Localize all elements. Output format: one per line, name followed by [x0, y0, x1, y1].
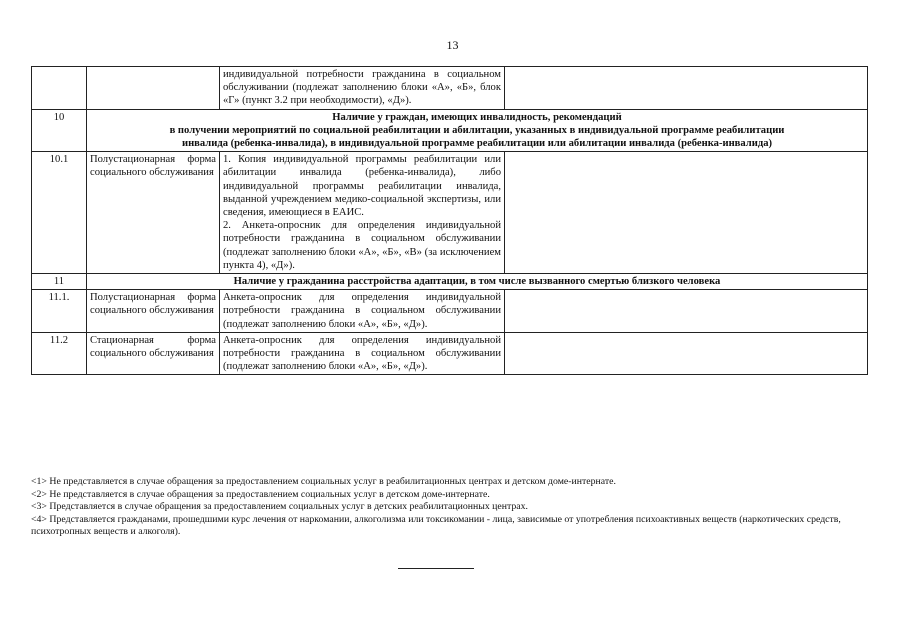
- section-title-line: в получении мероприятий по социальной реабилитации и абилитации, указанных в индивидуальной программе реабилитации: [169, 124, 785, 136]
- section-number: 11: [32, 274, 87, 290]
- requirements-table: [31, 66, 868, 375]
- documents-cell: Анкета-опросник для определения индивидуальной потребности гражданина в социальном обслуживании (подлежат заполнению блоки «А», «Б», «Д»).: [220, 332, 505, 375]
- section-title: Наличие у гражданина расстройства адаптации, в том числе вызванного смертью близкого человека: [87, 274, 868, 290]
- row-number-cell: 11.1.: [32, 290, 87, 333]
- empty-cell: [505, 67, 868, 110]
- footnotes: [31, 476, 861, 539]
- section-title-line: Наличие у граждан, имеющих инвалидность, рекомендаций: [332, 111, 622, 123]
- table-row: [32, 290, 868, 333]
- service-form-cell: Полустационарная форма социального обслуживания: [87, 290, 220, 333]
- row-number-cell: 10.1: [32, 152, 87, 274]
- section-title-line: инвалида (ребенка-инвалида), в индивидуальной программе реабилитации или абилитации инвалида (ребенка-инвалида): [181, 138, 773, 150]
- documents-cell: индивидуальной потребности гражданина в социальном обслуживании (подлежат заполнению блоки «А», «Б», блок «Г» (пункт 3.2 при необходимости), «Д»).: [220, 67, 505, 110]
- section-row: [32, 274, 868, 290]
- table-row: [32, 332, 868, 375]
- empty-cell: [505, 152, 868, 274]
- row-number-cell: [32, 67, 87, 110]
- footnote: <4> Представляется гражданами, прошедшими курс лечения от наркомании, алкоголизма или токсикомании - лица, зависимые от употребления психоактивных веществ (наркотических средств, психотропных веществ и алкоголя).: [31, 513, 841, 538]
- empty-cell: [505, 290, 868, 333]
- documents-cell: Анкета-опросник для определения индивидуальной потребности гражданина в социальном обслуживании (подлежат заполнению блоки «А», «Б», «Д»).: [220, 290, 505, 333]
- footnote: <2> Не представляется в случае обращения за предоставлением социальных услуг в детском доме-интернате.: [31, 488, 490, 500]
- table-row: [32, 152, 868, 274]
- separator-line: [398, 568, 474, 569]
- empty-cell: [505, 332, 868, 375]
- footnote: <1> Не представляется в случае обращения за предоставлением социальных услуг в реабилитационных центрах и детском доме-интернате.: [31, 476, 616, 487]
- section-number: 10: [32, 109, 87, 152]
- section-title: [87, 109, 868, 152]
- documents-cell: [220, 152, 505, 274]
- row-number-cell: 11.2: [32, 332, 87, 375]
- service-form-cell: [87, 67, 220, 110]
- page-number: 13: [446, 38, 459, 52]
- service-form-cell: Стационарная форма социального обслуживания: [87, 332, 220, 375]
- table-row: [32, 67, 868, 110]
- footnote: <3> Представляется в случае обращения за предоставлением социальных услуг в детских реабилитационных центрах.: [31, 501, 528, 513]
- service-form-cell: Полустационарная форма социального обслуживания: [87, 152, 220, 274]
- section-row: [32, 109, 868, 152]
- document-item: 1. Копия индивидуальной программы реабилитации или абилитации инвалида (ребенка-инвалида), либо индивидуальной программы реабилитации инвалида, выданной учреждением медико-социальной экспертизы, или сведения, имеющиеся в ЕАИС.: [223, 154, 501, 219]
- document-item: 2. Анкета-опросник для определения индивидуальной потребности гражданина в социальном обслуживании (подлежат заполнению блоки «А», «Б», «В» (за исключением пункта 4), «Д»).: [223, 220, 501, 271]
